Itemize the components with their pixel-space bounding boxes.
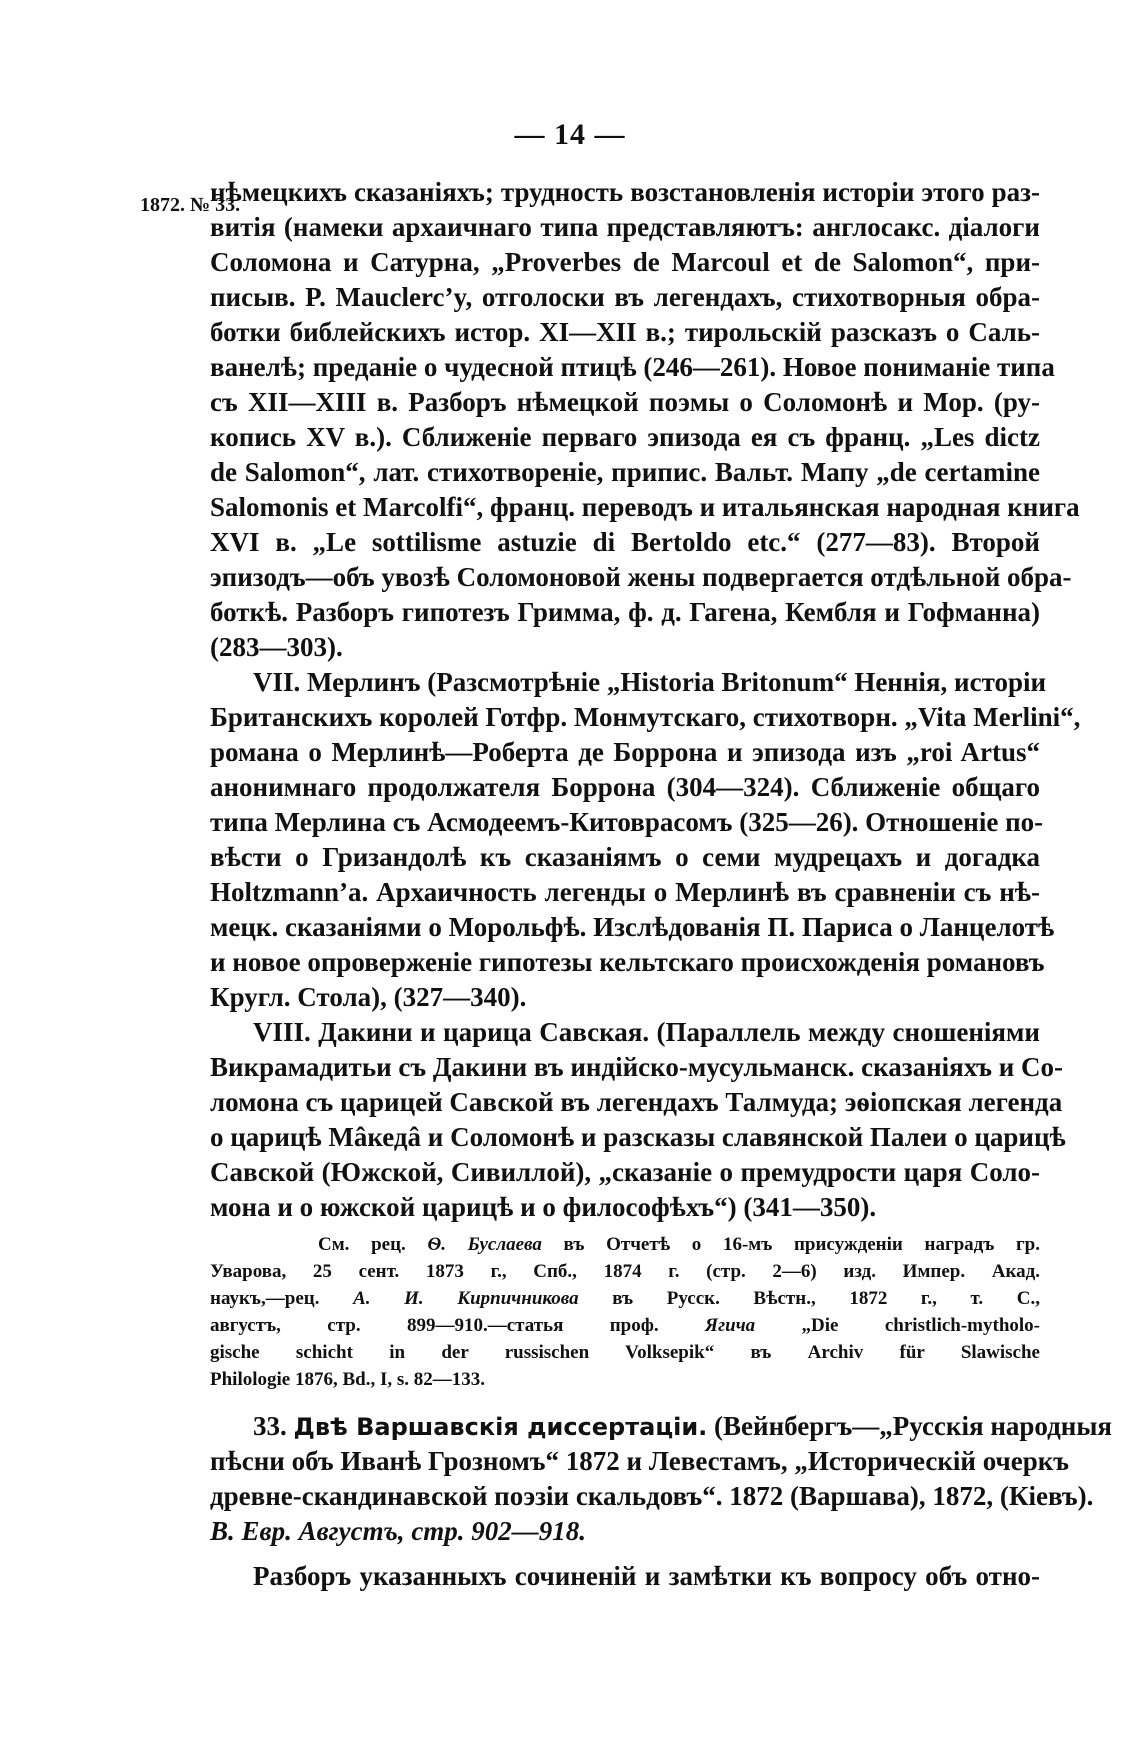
text-line: типа Мерлина съ Асмодеемъ-Китоврасомъ (325—26). Отношеніе по- [210, 807, 1044, 837]
text-line: ботки библейскихъ истор. XI—XII в.; тирольскій разсказъ о Саль- [210, 317, 1040, 347]
text-line: нѣмецкихъ сказаніяхъ; трудность возстановленія исторіи этого раз- [210, 177, 1040, 207]
text-line: мецк. сказаніями о Морольфѣ. Изслѣдованія П. Париса о Ланцелотѣ [210, 912, 1055, 942]
entry-title: Двѣ Варшавскія диссертаціи. [293, 1413, 708, 1441]
text-line: о царицѣ Мâкедâ и Соломонѣ и разсказы славянской Палеи о царицѣ [210, 1122, 1066, 1152]
text-line: ванелѣ; преданіе о чудесной птицѣ (246—261). Новое пониманіе типа [210, 352, 1055, 382]
text-line: Разборъ указанныхъ сочиненій и замѣтки къ вопросу объ отно- [253, 1561, 1040, 1591]
margin-note: 1872. № 33. [140, 194, 241, 216]
text-line: Соломона и Сатурна, „Proverbes de Marcoul et de Salomon“, при- [210, 247, 1040, 277]
text-line: ломона съ царицей Савской въ легендахъ Талмуда; эѳіопская легенда [210, 1087, 1063, 1117]
text-line: XVI в. „Le sottilisme astuzie di Bertoldo etc.“ (277—83). Второй [210, 527, 1040, 557]
text-line: Кругл. Стола), (327—340). [210, 982, 527, 1012]
source-citation: В. Евр. Августъ, стр. 902—918. [210, 1516, 587, 1546]
entry-number: 33. [253, 1411, 287, 1441]
text-line: мона и о южской царицѣ и о философѣхъ“) (341—350). [210, 1192, 877, 1222]
note-line: Philologie 1876, Bd., I, s. 82—133. [210, 1369, 485, 1390]
text-line: писыв. P. Mauclerc’y, отголоски въ легендахъ, стихотворныя обра- [210, 282, 1040, 312]
text-line: копись XV в.). Сближеніе перваго эпизода ея съ франц. „Les dictz [210, 422, 1040, 452]
text-line: Salomonis et Marcolfi“, франц. переводъ и итальянская народная книга [210, 492, 1080, 522]
text-line: анонимнаго продолжателя Боррона (304—324). Сближеніе общаго [210, 772, 1040, 802]
note-line: gische schicht in der russischen Volksepik“ въ Archiv für Slawische [210, 1342, 1040, 1363]
text-line: Британскихъ королей Готфр. Монмутскаго, стихотворн. „Vita Merlini“, [210, 702, 1081, 732]
text-line: боткѣ. Разборъ гипотезъ Гримма, ф. д. Гагена, Кембля и Гофманна) [210, 597, 1040, 627]
section-heading-line: VIII. Дакини и царица Савская. (Параллель между сношеніями [253, 1017, 1040, 1047]
page-number: — 14 — [514, 118, 626, 151]
section-heading-line: VII. Мерлинъ (Разсмотрѣніе „Historia Britonum“ Неннія, исторіи [253, 667, 1047, 697]
note-line: См. рец. Ѳ. Буслаева въ Отчетѣ о 16-мъ присужденіи наградъ гр. [318, 1234, 1040, 1255]
text-line: эпизодъ—объ увозѣ Соломоновой жены подвергается отдѣльной обра- [210, 562, 1072, 592]
text-line: Holtzmann’a. Архаичность легенды о Мерлинѣ въ сравненіи съ нѣ- [210, 877, 1040, 907]
text-line: Викрамадитьи съ Дакини въ индійско-мусульманск. сказаніяхъ и Со- [210, 1052, 1063, 1082]
note-line: августъ, стр. 899—910.—статья проф. Ягича „Die christlich-mytholo- [210, 1315, 1041, 1336]
text-line: романа о Мерлинѣ—Роберта де Боррона и эпизода изъ „roi Artus“ [210, 737, 1040, 767]
text-line: витія (намеки архаичнаго типа представляютъ: англосакс. діалоги [210, 212, 1040, 242]
text-line: Савской (Южской, Сивиллой), „сказаніе о премудрости царя Соло- [210, 1157, 1040, 1187]
note-line: Уварова, 25 сент. 1873 г., Спб., 1874 г. (стр. 2—6) изд. Импер. Акад. [210, 1261, 1040, 1282]
text-line: вѣсти о Гризандолѣ къ сказаніямъ о семи мудрецахъ и догадка [210, 842, 1040, 872]
text-line: (283—303). [210, 632, 343, 662]
text-line: de Salomon“, лат. стихотвореніе, припис. Вальт. Мапу „de certamine [210, 457, 1040, 487]
note-line: наукъ,—рец. А. И. Кирпичникова въ Русск. Вѣстн., 1872 г., т. C., [210, 1288, 1040, 1309]
entry-heading-line: 33. Двѣ Варшавскія диссертаціи. (Вейнбергъ—„Русскія народныя [253, 1411, 1113, 1441]
text-line: пѣсни объ Иванѣ Грозномъ“ 1872 и Левестамъ, „Историческій очеркъ [210, 1446, 1070, 1476]
text-line: съ XII—XIII в. Разборъ нѣмецкой поэмы о Соломонѣ и Мор. (ру- [210, 387, 1040, 417]
text-line: древне-скандинавской поэзіи скальдовъ“. 1872 (Варшава), 1872, (Кіевъ). [210, 1481, 1094, 1511]
text-line: и новое опроверженіе гипотезы кельтскаго происхожденія романовъ [210, 947, 1045, 977]
